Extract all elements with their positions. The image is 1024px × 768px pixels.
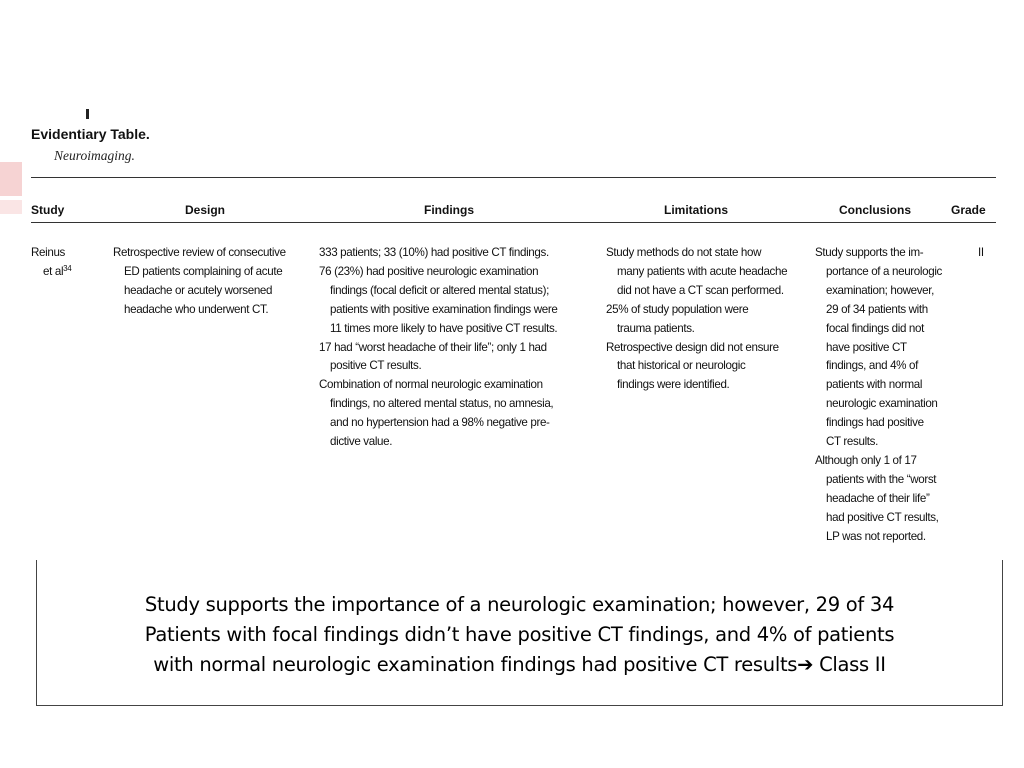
findings-line: dictive value. (330, 435, 393, 449)
conclusions-line: neurologic examination (826, 397, 938, 411)
header-findings: Findings (424, 203, 474, 217)
summary-text (37, 590, 1002, 680)
limitations-line: trauma patients. (617, 321, 695, 335)
conclusions-line: portance of a neurologic (826, 264, 942, 278)
limitations-line: that historical or neurologic (617, 359, 746, 373)
findings-line: Combination of normal neurologic examination (319, 378, 543, 392)
header-conclusions: Conclusions (839, 203, 912, 217)
findings-line: 11 times more likely to have positive CT results. (330, 321, 558, 335)
conclusions-line: 29 of 34 patients with (826, 302, 928, 316)
findings-line: findings (focal deficit or altered mental status); (330, 283, 549, 297)
conclusions-line: headache of their life” (826, 491, 930, 505)
conclusions-line: findings had positive (826, 416, 924, 430)
limitations-line: 25% of study population were (606, 302, 749, 316)
cell-grade (978, 244, 984, 263)
summary-line-2: Patients with focal findings didn’t have positive CT findings, and 4% of patients (144, 623, 895, 646)
cell-design (113, 244, 286, 320)
findings-line: 76 (23%) had positive neurologic examination (319, 264, 539, 278)
decorative-accent-bar-faint (0, 200, 22, 214)
decorative-accent-bar (0, 162, 22, 196)
header-design: Design (185, 203, 226, 217)
limitations-line: findings were identified. (617, 378, 730, 392)
conclusions-line: had positive CT results, (826, 510, 939, 524)
top-rule (31, 177, 996, 178)
summary-line-3 (37, 650, 1002, 680)
limitations-line: Retrospective design did not ensure (606, 340, 779, 354)
conclusions-line: patients with the “worst (826, 472, 937, 486)
decorative-tick (86, 109, 89, 119)
limitations-line: Study methods do not state how (606, 246, 762, 259)
summary-line-1: Study supports the importance of a neurologic examination; however, 29 of 34 (144, 593, 895, 616)
design-line: ED patients complaining of acute (124, 264, 283, 278)
conclusions-line: CT results. (826, 435, 878, 449)
study-etal (31, 263, 71, 282)
limitations-line: many patients with acute headache (617, 264, 788, 278)
findings-line: patients with positive examination findings were (330, 302, 558, 316)
conclusions-line: have positive CT (826, 340, 907, 354)
design-line: headache or acutely worsened (124, 283, 273, 297)
header-rule (31, 222, 996, 223)
header-limitations: Limitations (664, 203, 729, 217)
summary-conclusion: Class II (813, 653, 886, 676)
study-author: Reinus (31, 246, 65, 259)
conclusions-line: Study supports the im- (815, 246, 924, 259)
summary-box-tick (36, 560, 37, 566)
design-line: Retrospective review of consecutive (113, 246, 286, 259)
summary-box (36, 560, 1003, 706)
cell-study (31, 244, 71, 282)
conclusions-line: focal findings did not (826, 321, 925, 335)
cell-conclusions (815, 244, 942, 547)
study-reference: 34 (63, 263, 72, 273)
summary-line-3-text: with normal neurologic examination findings had positive CT results (153, 653, 798, 676)
right-arrow-icon: ➔ (797, 653, 814, 676)
findings-line: 17 had “worst headache of their life”; only 1 had (319, 340, 547, 354)
table-title: Evidentiary Table. (31, 126, 150, 142)
study-etal-text: et al (43, 264, 64, 278)
findings-line: findings, no altered mental status, no amnesia, (330, 397, 554, 411)
conclusions-line: LP was not reported. (826, 529, 926, 543)
design-line: headache who underwent CT. (124, 302, 269, 316)
limitations-line: did not have a CT scan performed. (617, 283, 784, 297)
conclusions-line: Although only 1 of 17 (815, 453, 917, 467)
findings-line: positive CT results. (330, 359, 422, 373)
cell-limitations (606, 244, 787, 395)
header-grade: Grade (951, 203, 986, 217)
grade-value: II (978, 246, 984, 259)
findings-line: and no hypertension had a 98% negative pre- (330, 416, 550, 430)
table-subtitle: Neuroimaging. (54, 148, 135, 163)
cell-findings (319, 244, 557, 452)
conclusions-line: examination; however, (826, 283, 935, 297)
conclusions-line: findings, and 4% of (826, 359, 918, 373)
header-study: Study (31, 203, 65, 217)
findings-line: 333 patients; 33 (10%) had positive CT findings. (319, 246, 549, 259)
conclusions-line: patients with normal (826, 378, 923, 392)
